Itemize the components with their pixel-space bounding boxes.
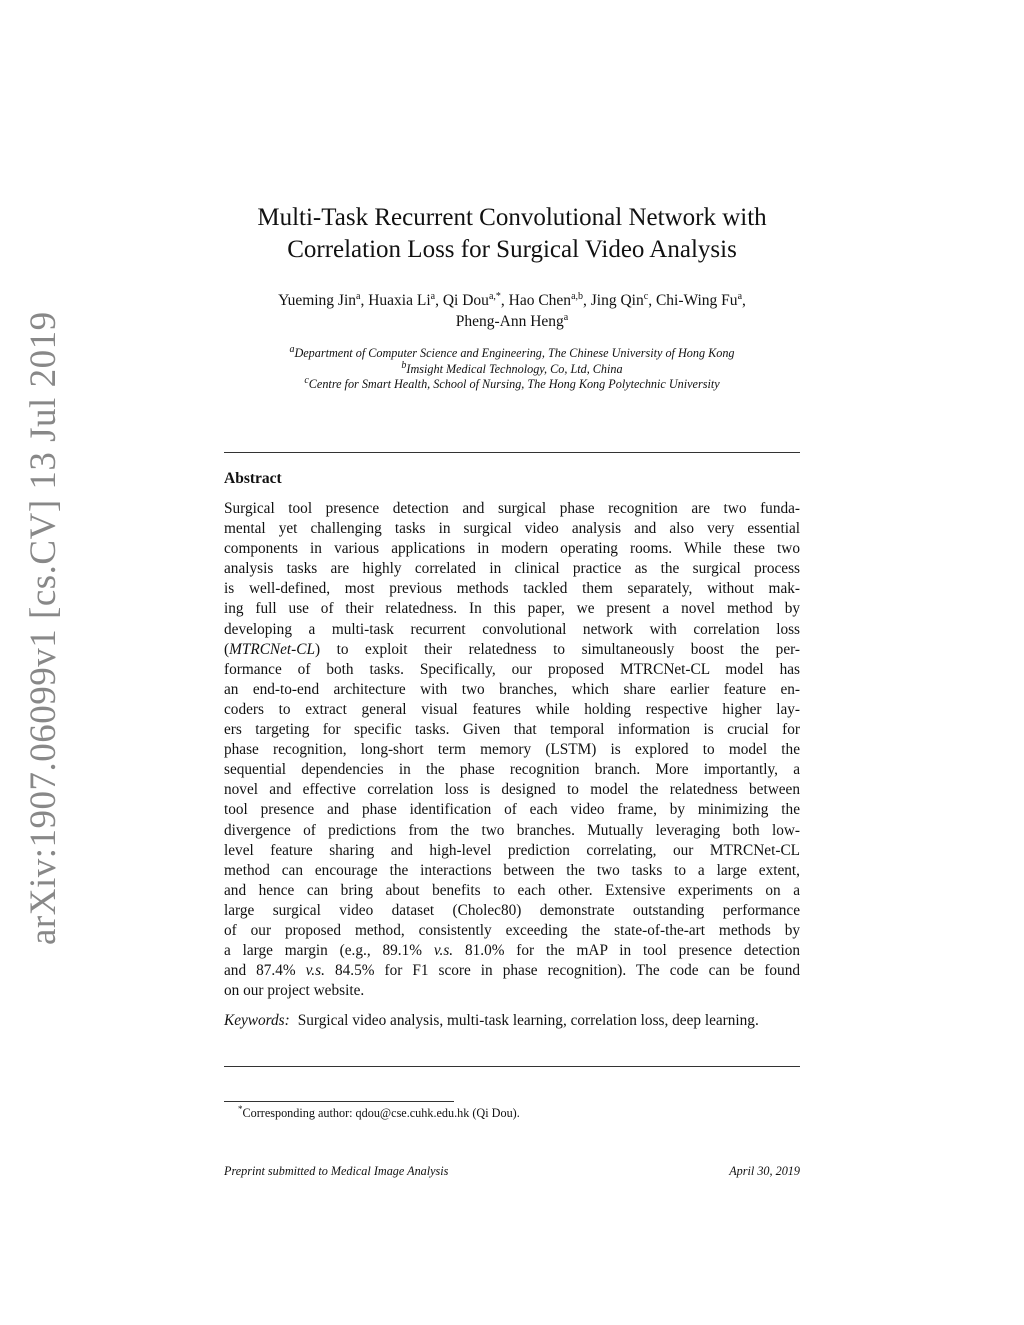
- abstract-line: analysis tasks are highly correlated in clinical practice as the surgical process: [224, 560, 800, 578]
- paper-title: [224, 202, 800, 266]
- footer-date: April 30, 2019: [729, 1164, 800, 1178]
- abstract-line: Surgical tool presence detection and surgical phase recognition are two funda-: [224, 500, 800, 517]
- author: Pheng-Ann Heng$^a$: [455, 311, 569, 330]
- author: Yueming Jin$^a$,: [278, 290, 369, 309]
- affiliation: $^a$Department of Computer Science and Engineering, The Chinese University of Hong Kong: [289, 343, 735, 360]
- author: Huaxia Li$^a$,: [368, 290, 443, 309]
- footnote-rule: [224, 1101, 454, 1102]
- abstract-line: is well-defined, most previous methods tackled them separately, without mak-: [224, 580, 800, 598]
- arxiv-stamp: arXiv:1907.06099v1 [cs.CV] 13 Jul 2019: [23, 311, 64, 945]
- abstract-line: developing a multi-task recurrent convolutional network with correlation loss: [224, 620, 800, 638]
- abstract-line: of our proposed method, consistently exceeding the state-of-the-art methods by: [224, 921, 800, 939]
- abstract-line: method can encourage the interactions between the two tasks to a large extent,: [224, 861, 800, 879]
- author-list: [210, 290, 814, 332]
- abstract-top-rule: [224, 452, 800, 453]
- abstract-line: components in various applications in modern operating rooms. While these two: [224, 540, 800, 558]
- abstract-line: mental yet challenging tasks in surgical video analysis and also very essential: [224, 520, 800, 538]
- abstract-line: and hence can bring about benefits to each other. Extensive experiments on a: [224, 881, 800, 899]
- affiliation: $^b$Imsight Medical Technology, Co, Ltd, China: [401, 359, 623, 376]
- abstract-line: a large margin (e.g., 89.1% v.s. 81.0% for the mAP in tool presence detection: [224, 942, 800, 960]
- abstract-bottom-rule: [224, 1066, 800, 1067]
- abstract-body: [224, 499, 800, 1001]
- author: Jing Qin$^c$,: [590, 290, 656, 309]
- keywords-text: Surgical video analysis, multi-task learning, correlation loss, deep learning.: [297, 1012, 759, 1029]
- abstract-heading: Abstract: [224, 470, 282, 487]
- author: Qi Dou$^{a,*}$,: [442, 290, 509, 309]
- abstract-line: divergence of predictions from the two branches. Mutually leveraging both low-: [224, 821, 800, 839]
- abstract-line: large surgical video dataset (Cholec80) demonstrate outstanding performance: [224, 901, 800, 919]
- abstract-line: and 87.4% v.s. 84.5% for F1 score in phase recognition). The code can be found: [224, 962, 801, 980]
- affiliation: $^c$Centre for Smart Health, School of Nursing, The Hong Kong Polytechnic University: [304, 374, 720, 391]
- abstract-line: sequential dependencies in the phase recognition branch. More importantly, a: [224, 761, 800, 779]
- author: Chi-Wing Fu$^a$,: [655, 290, 746, 309]
- abstract-line: coders to extract general visual features while holding respective higher lay-: [224, 700, 800, 718]
- footnote: [238, 1104, 520, 1121]
- title-line-2: Correlation Loss for Surgical Video Analysis: [287, 236, 737, 263]
- keywords: [224, 1011, 800, 1031]
- abstract-line: novel and effective correlation loss is designed to model the relatedness between: [224, 781, 800, 799]
- abstract-line: ing full use of their relatedness. In this paper, we present a novel method by: [224, 600, 800, 618]
- footnote-text: Corresponding author: qdou@cse.cuhk.edu.hk (Qi Dou).: [242, 1106, 520, 1121]
- affiliations: [210, 343, 814, 393]
- abstract-line: level feature sharing and high-level prediction correlating, our MTRCNet-CL: [224, 841, 800, 859]
- footnote-mark: *: [238, 1104, 243, 1114]
- keywords-label: Keywords:: [224, 1012, 290, 1029]
- abstract-line: phase recognition, long-short term memory (LSTM) is explored to model the: [224, 741, 800, 759]
- abstract-line: formance of both tasks. Specifically, our proposed MTRCNet-CL model has: [224, 660, 800, 678]
- abstract-line: an end-to-end architecture with two branches, which share earlier feature en-: [224, 680, 800, 698]
- title-line-1: Multi-Task Recurrent Convolutional Network with: [257, 204, 767, 231]
- abstract-line: (MTRCNet-CL) to exploit their relatedness to simultaneously boost the per-: [224, 640, 800, 658]
- author: Hao Chen$^{a,b}$,: [508, 290, 591, 309]
- footer-preprint: Preprint submitted to Medical Image Analysis: [224, 1164, 449, 1178]
- abstract-line: tool presence and phase identification of each video frame, by minimizing the: [224, 801, 800, 819]
- abstract-line: ers targeting for specific tasks. Given that temporal information is crucial for: [224, 721, 800, 739]
- abstract-line: on our project website.: [224, 982, 365, 1000]
